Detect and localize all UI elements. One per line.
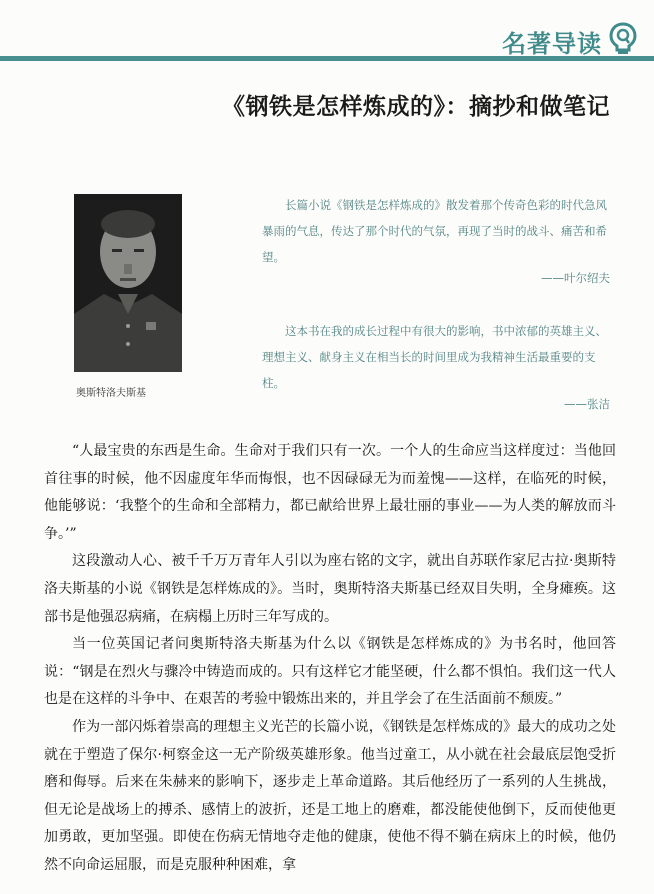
quote-text: 长篇小说《钢铁是怎样炼成的》散发着那个传奇色彩的时代急风暴雨的气息，传达了那个时代的气氛，再现了当时的战斗、痛苦和希望。 — [262, 198, 607, 264]
quote-attribution: ——张洁 — [564, 397, 610, 411]
body-paragraph: 当一位英国记者问奥斯特洛夫斯基为什么以《钢铁是怎样炼成的》为书名时，他回答说：“钢是在烈火与骤冷中铸造而成的。只有这样它才能坚硬，什么都不惧怕。我们这一代人也是在这样的斗争中、在艰苦的考验中锻炼出来的，并且学会了在生活面前不颓废。” — [44, 636, 616, 708]
body-paragraph: 作为一部闪烁着崇高的理想主义光芒的长篇小说，《钢铁是怎样炼成的》最大的成功之处就在于塑造了保尔·柯察金这一无产阶级英雄形象。他当过童工，从小就在社会最底层饱受折磨和侮辱。后来在朱赫来的影响下，逐步走上革命道路。其后他经历了一系列的人生挑战，但无论是战场上的搏杀、感情上的波折，还是工地上的磨难，都没能使他倒下，反而使他更加勇敢，更加坚强。即使在伤病无情地夺走他的健康，使他不得不躺在病床上的时候，他仍然不向命运屈服，而是克服种种困难，拿 — [44, 718, 616, 873]
magnifier-lightbulb-icon — [608, 22, 638, 56]
quote-text: 这本书在我的成长过程中有很大的影响，书中浓郁的英雄主义、理想主义、献身主义在相当长的时间里成为我精神生活最重要的支柱。 — [262, 324, 607, 390]
author-portrait — [74, 194, 182, 372]
quote-attribution: ——叶尔绍夫 — [541, 271, 610, 285]
photo-caption: 奥斯特洛夫斯基 — [76, 388, 146, 399]
body-paragraph: “人最宝贵的东西是生命。生命对于我们只有一次。一个人的生命应当这样度过：当他回首往事的时候，他不因虚度年华而悔恨，也不因碌碌无为而羞愧——这样，在临死的时候，他能够说：‘我整个的生命和全部精力，都已献给世界上最壮丽的事业——为人类的解放而斗争。’” — [44, 443, 616, 542]
body-paragraph: 这段激动人心、被千千万万青年人引以为座右铭的文字，就出自苏联作家尼古拉·奥斯特洛夫斯基的小说《钢铁是怎样炼成的》。当时，奥斯特洛夫斯基已经双目失明，全身瘫痪。这部书是他强忍病痛，在病榻上历时三年写成的。 — [44, 553, 616, 625]
body-text — [44, 438, 616, 880]
series-title: 名著导读 — [502, 30, 602, 58]
page-title: 《钢铁是怎样炼成的》：摘抄和做笔记 — [222, 93, 610, 120]
